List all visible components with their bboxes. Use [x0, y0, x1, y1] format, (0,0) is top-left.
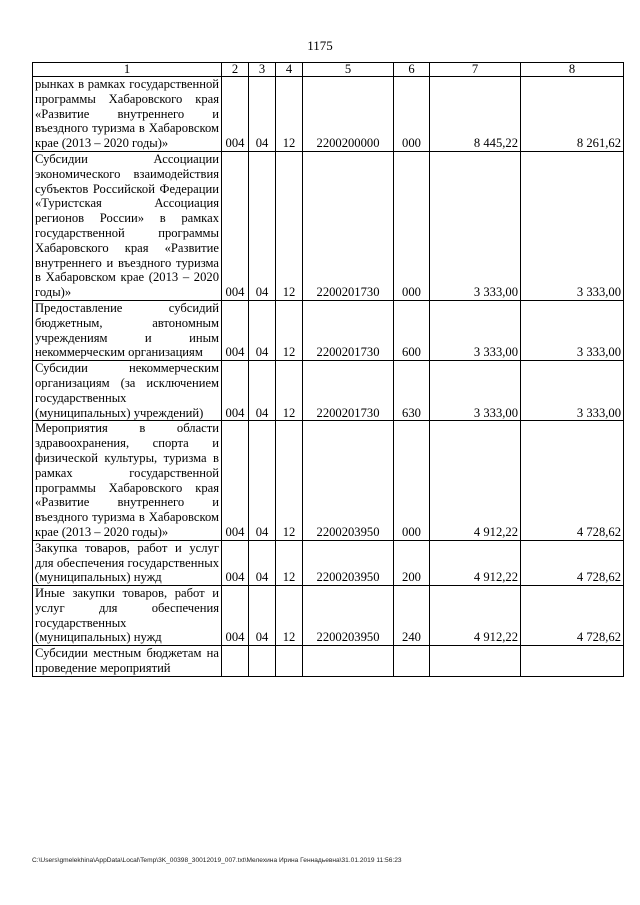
table-row [33, 151, 624, 300]
target-article-code: 2200201730 [303, 361, 394, 421]
subsection-code: 12 [276, 361, 303, 421]
executed-amount: 3 333,00 [521, 300, 624, 360]
table-row [33, 300, 624, 360]
table-row [33, 586, 624, 646]
subsection-code: 12 [276, 151, 303, 300]
page-number: 1175 [307, 38, 333, 53]
column-header: 7 [430, 63, 521, 77]
section-code: 04 [249, 540, 276, 585]
table-row [33, 77, 624, 152]
ministry-code [222, 646, 249, 677]
section-code: 04 [249, 421, 276, 540]
expense-type-code: 000 [394, 151, 430, 300]
executed-amount: 3 333,00 [521, 151, 624, 300]
target-article-code: 2200201730 [303, 300, 394, 360]
file-path-footer: C:\Users\gmelekhina\AppData\Local\Temp\3K_00398_30012019_007.txt\Мелехина Ирина Геннадьевна\31.01.2019 11:56:23 [32, 857, 402, 864]
column-header: 1 [33, 63, 222, 77]
target-article-code [303, 646, 394, 677]
section-code: 04 [249, 300, 276, 360]
expense-type-code: 600 [394, 300, 430, 360]
section-code: 04 [249, 77, 276, 152]
executed-amount: 8 261,62 [521, 77, 624, 152]
expense-type-code: 000 [394, 77, 430, 152]
column-header: 6 [394, 63, 430, 77]
ministry-code: 004 [222, 77, 249, 152]
planned-amount: 4 912,22 [430, 586, 521, 646]
section-code: 04 [249, 586, 276, 646]
row-description: Субсидии Ассоциации экономического взаимодействия субъектов Российской Федерации «Туристская Ассоциация регионов России» в рамках государственной программы Хабаровского края «Развитие внутреннего и въездного туризма в Хабаровском крае (2013 – 2020 годы)» [33, 151, 222, 300]
subsection-code: 12 [276, 300, 303, 360]
planned-amount: 3 333,00 [430, 300, 521, 360]
row-description: Иные закупки товаров, работ и услуг для обеспечения государственных (муниципальных) нужд [33, 586, 222, 646]
planned-amount: 3 333,00 [430, 151, 521, 300]
expense-type-code: 200 [394, 540, 430, 585]
column-header: 2 [222, 63, 249, 77]
expense-type-code: 000 [394, 421, 430, 540]
ministry-code: 004 [222, 300, 249, 360]
ministry-code: 004 [222, 151, 249, 300]
expense-type-code: 240 [394, 586, 430, 646]
ministry-code: 004 [222, 586, 249, 646]
column-header: 4 [276, 63, 303, 77]
planned-amount [430, 646, 521, 677]
table-row [33, 540, 624, 585]
row-description: Мероприятия в области здравоохранения, спорта и физической культуры, туризма в рамках государственной программы Хабаровского края «Развитие внутреннего и въездного туризма в Хабаровском крае (2013 – 2020 годы)» [33, 421, 222, 540]
target-article-code: 2200200000 [303, 77, 394, 152]
row-description: Закупка товаров, работ и услуг для обеспечения государственных (муниципальных) нужд [33, 540, 222, 585]
ministry-code: 004 [222, 361, 249, 421]
target-article-code: 2200201730 [303, 151, 394, 300]
target-article-code: 2200203950 [303, 540, 394, 585]
subsection-code: 12 [276, 540, 303, 585]
section-code [249, 646, 276, 677]
table-header-row [33, 63, 624, 77]
column-header: 5 [303, 63, 394, 77]
target-article-code: 2200203950 [303, 586, 394, 646]
subsection-code: 12 [276, 77, 303, 152]
expense-type-code: 630 [394, 361, 430, 421]
column-header: 3 [249, 63, 276, 77]
executed-amount: 3 333,00 [521, 361, 624, 421]
executed-amount [521, 646, 624, 677]
planned-amount: 8 445,22 [430, 77, 521, 152]
budget-table [32, 62, 624, 677]
column-header: 8 [521, 63, 624, 77]
target-article-code: 2200203950 [303, 421, 394, 540]
row-description: Предоставление субсидий бюджетным, автономным учреждениям и иным некоммерческим организациям [33, 300, 222, 360]
row-description: Субсидии некоммерческим организациям (за исключением государственных (муниципальных) учреждений) [33, 361, 222, 421]
table-row [33, 646, 624, 677]
subsection-code: 12 [276, 586, 303, 646]
row-description: рынках в рамках государственной программы Хабаровского края «Развитие внутреннего и въездного туризма в Хабаровском крае (2013 – 2020 годы)» [33, 77, 222, 152]
executed-amount: 4 728,62 [521, 586, 624, 646]
row-description: Субсидии местным бюджетам на проведение мероприятий [33, 646, 222, 677]
planned-amount: 3 333,00 [430, 361, 521, 421]
ministry-code: 004 [222, 421, 249, 540]
section-code: 04 [249, 151, 276, 300]
executed-amount: 4 728,62 [521, 540, 624, 585]
subsection-code: 12 [276, 421, 303, 540]
table-row [33, 361, 624, 421]
planned-amount: 4 912,22 [430, 421, 521, 540]
expense-type-code [394, 646, 430, 677]
planned-amount: 4 912,22 [430, 540, 521, 585]
section-code: 04 [249, 361, 276, 421]
table-row [33, 421, 624, 540]
subsection-code [276, 646, 303, 677]
executed-amount: 4 728,62 [521, 421, 624, 540]
ministry-code: 004 [222, 540, 249, 585]
